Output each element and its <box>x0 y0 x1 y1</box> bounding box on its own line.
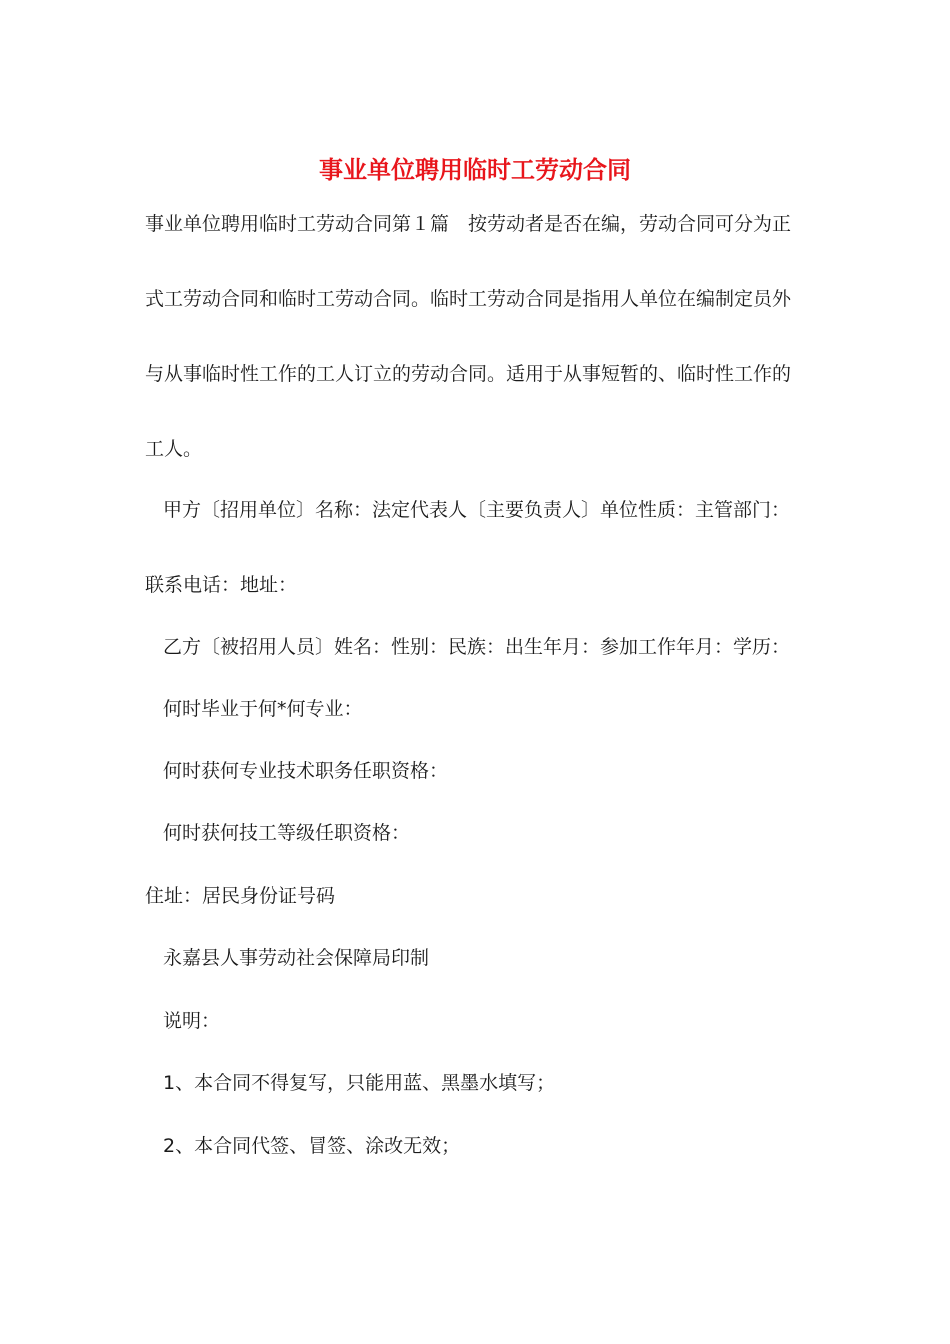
party-b-graduation: 何时毕业于何*何专业： <box>163 698 363 720</box>
party-b-skill-level: 何时获何技工等级任职资格： <box>163 822 411 844</box>
address-id-line: 住址：居民身份证号码 <box>145 885 336 907</box>
document-title: 事业单位聘用临时工劳动合同 <box>319 156 631 184</box>
intro-line-1: 事业单位聘用临时工劳动合同第１篇 按劳动者是否在编，劳动合同可分为正 <box>145 213 792 235</box>
note-item-2: 2、本合同代签、冒签、涂改无效； <box>163 1135 461 1157</box>
party-b-line-1: 乙方〔被招用人员〕姓名：性别：民族：出生年月：参加工作年月：学历： <box>163 636 791 658</box>
intro-line-2: 式工劳动合同和临时工劳动合同。临时工劳动合同是指用人单位在编制定员外 <box>145 288 792 310</box>
printed-by-line: 永嘉县人事劳动社会保障局印制 <box>163 947 430 969</box>
notes-heading: 说明： <box>163 1010 221 1032</box>
intro-line-3: 与从事临时性工作的工人订立的劳动合同。适用于从事短暂的、临时性工作的 <box>145 363 792 385</box>
party-a-line-2: 联系电话：地址： <box>145 574 298 596</box>
note-item-1: 1、本合同不得复写，只能用蓝、黑墨水填写； <box>163 1072 556 1094</box>
party-a-line-1: 甲方〔招用单位〕名称：法定代表人〔主要负责人〕单位性质：主管部门： <box>163 499 791 521</box>
party-b-tech-title: 何时获何专业技术职务任职资格： <box>163 760 449 782</box>
intro-line-4: 工人。 <box>145 438 203 460</box>
